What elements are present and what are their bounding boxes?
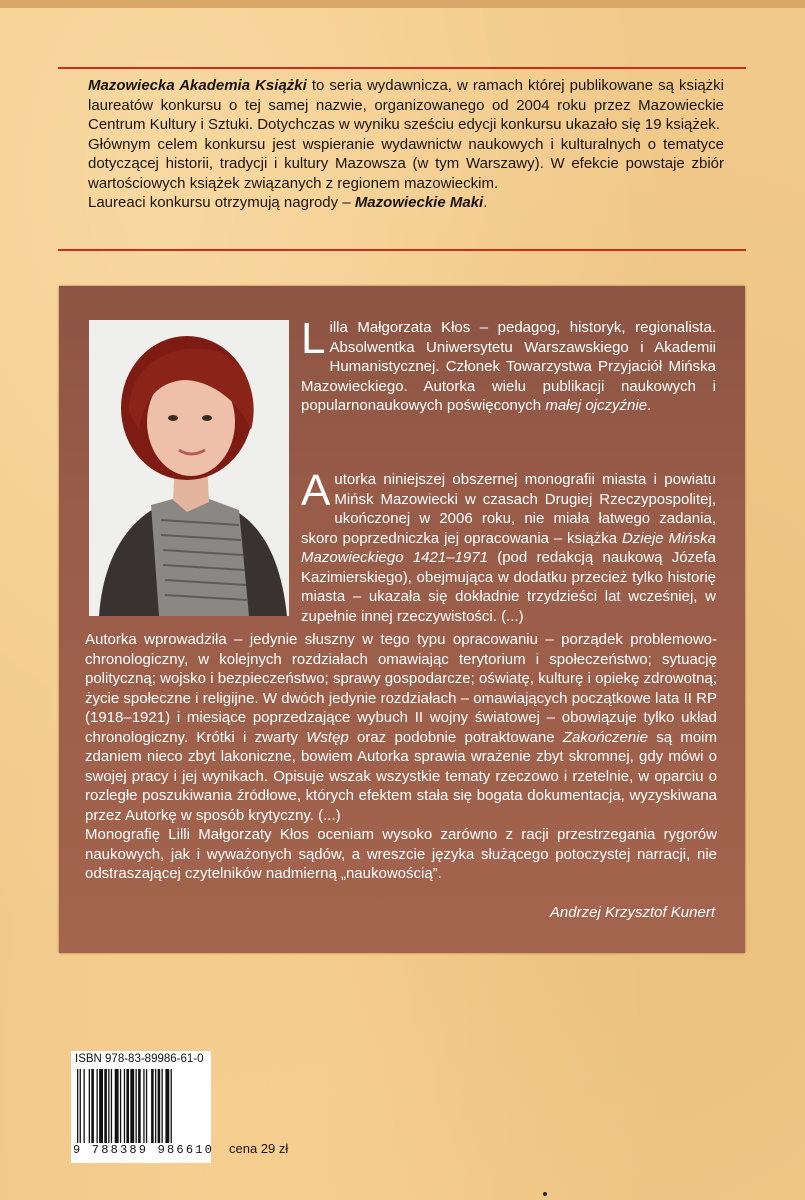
intro-text-3-end: . [483, 194, 488, 211]
intro-text-1: to seria wydawnicza, w ramach której publikowane są książki laureatów konkursu o tej samej nazwie, organizowanego od 2004 roku przez Mazowieckie Centrum Kultury i Sztuki. Dotychczas w wyniku sześciu edycji konkursu ukazało się 19 książek. [88, 77, 724, 133]
barcode-bar [120, 1069, 121, 1143]
series-name: Mazowiecka Akademia Książki [88, 77, 307, 94]
barcode-digits: 9 788389 986610 [73, 1143, 215, 1157]
prize-name: Mazowieckie Maki [354, 194, 484, 211]
reviewer-signature: Andrzej Krzysztof Kunert [549, 904, 715, 921]
barcode-bar [136, 1069, 137, 1143]
barcode-bar [130, 1069, 134, 1143]
intro-text-3: Laureaci konkursu otrzymują nagrody – [88, 194, 355, 211]
barcode-bar [165, 1069, 169, 1143]
isbn-label: ISBN 978-83-89986-61-0 [75, 1053, 204, 1065]
review-text-3: Autorka wprowadziła – jedynie słuszny w tego typu opracowaniu – porządek problemowo-chronologiczny, w kolejnych rozdziałach omawiając terytorium i społeczeństwo; sytuację polityczną; wojsko i bezpieczeństwo; sprawy gospodarcze; oświatę, kulturę i opiekę zdrowotną; życie społeczne i religijne. W dwóch jedynie rozdziałach – omawiających początkowe lata II RP (1918–1921) i miesiące poprzedzające wybuch II wojny światowej – obowiązuje tylko układ chronologiczny. Krótki i zwarty [85, 631, 717, 746]
intro-paragraph-3 [88, 193, 724, 213]
barcode-bar [158, 1069, 161, 1143]
barcode-bar [108, 1069, 109, 1143]
bio-emphasis: małej ojczyźnie [545, 397, 648, 414]
barcode-bar [115, 1069, 119, 1143]
barcode-bar [126, 1069, 129, 1143]
review-dropcap: A [301, 466, 331, 515]
zakonczenie-title: Zakończenie [562, 728, 648, 746]
top-edge [0, 0, 805, 8]
barcode-bar [84, 1069, 85, 1143]
bio-text-end: . [647, 397, 652, 414]
author-portrait-image [89, 320, 289, 616]
author-photo [89, 320, 289, 616]
review-paragraph-2 [85, 630, 717, 825]
referenced-book-title: Dzieje Mińska Mazowieckiego 1421–1971 [301, 529, 716, 566]
bio-text: illa Małgorzata Kłos – pedagog, historyk, regionalista. Absolwentka Uniwersytetu Warszawskiego i Akademii Humanistycznej. Członek Towarzystwa Przyjaciół Mińska Mazowieckiego. Autorka wielu publikacji naukowych i popularnonaukowych poświęconych [301, 319, 716, 414]
barcode-bar [91, 1069, 94, 1143]
review-text-1: utorka niniejszej obszernej monografii miasta i powiatu Mińsk Mazowiecki w czasach Drugiej Rzeczypospolitej, ukończonej w 2006 roku, nie miała łatwego zadania, skoro poprzedniczka jej opracowania – książka [301, 471, 716, 547]
barcode-bar [146, 1069, 147, 1143]
review-text-2: (pod redakcją naukową Józefa Kazimierskiego), obejmująca w dodatku przecież tylko historię miasta – ukazała się dokładnie trzydzieści lat wcześniej, w zupełnie innej rzeczywistości. (...) [301, 549, 716, 625]
barcode-bar [80, 1069, 81, 1143]
barcode-bars [77, 1069, 205, 1143]
price-label: cena 29 zł [229, 1141, 289, 1156]
review-text-4: oraz podobnie potraktowane [348, 728, 563, 746]
author-bio [301, 314, 716, 416]
review-opening [301, 466, 716, 626]
barcode [71, 1051, 215, 1163]
red-rule-top [58, 67, 746, 69]
barcode-bar [151, 1069, 154, 1143]
review-closing: Monografię Lilli Małgorzaty Kłos oceniam wysoko zarówno z racji przestrzegania rygorów naukowych, jak i wyważonych sądów, a wreszcie języka służącego potoczystej narracji, nie odstraszającej czytelników nadmierną „naukowością”. [85, 826, 717, 882]
red-rule-bottom [58, 249, 746, 251]
intro-paragraph-1 [88, 76, 724, 135]
barcode-bar [124, 1069, 125, 1143]
barcode-bar [89, 1069, 90, 1143]
barcode-bar [155, 1069, 156, 1143]
barcode-bar [97, 1069, 98, 1143]
review-text-5: są moim zdaniem nieco zbyt lakoniczne, bowiem Autorka sprawia wrażenie zbyt skromnej, gdy mówi o swojej pracy i jej wynikach. Opisuje wszak wszystkie tematy rzeczowo i rzetelnie, w oparciu o rozległe poszukiwania źródłowe, których efektem stała się bogata dokumentacja, wyzyskiwana przez Autorkę w sposób krytyczny. (...) [85, 728, 717, 824]
barcode-bar [104, 1069, 107, 1143]
review-continuation [85, 630, 717, 884]
printing-mark [543, 1192, 547, 1196]
author-panel [59, 286, 745, 953]
intro-paragraph-2: Głównym celem konkursu jest wspieranie wydawnictw naukowych i kulturalnych o tematyce dotyczącej historii, tradycji i kultury Mazowsza (w tym Warszawy). W efekcie powstaje zbiór wartościowych książek związanych z regionem mazowieckim. [88, 135, 724, 192]
barcode-bar [162, 1069, 163, 1143]
wstep-title: Wstęp [306, 728, 349, 746]
series-intro [88, 76, 724, 213]
barcode-bar [111, 1069, 112, 1143]
barcode-bar [138, 1069, 141, 1143]
barcode-bar [171, 1069, 172, 1143]
barcode-bar [143, 1069, 144, 1143]
bio-dropcap: L [301, 314, 326, 363]
barcode-bar [77, 1069, 78, 1143]
barcode-bar [99, 1069, 103, 1143]
